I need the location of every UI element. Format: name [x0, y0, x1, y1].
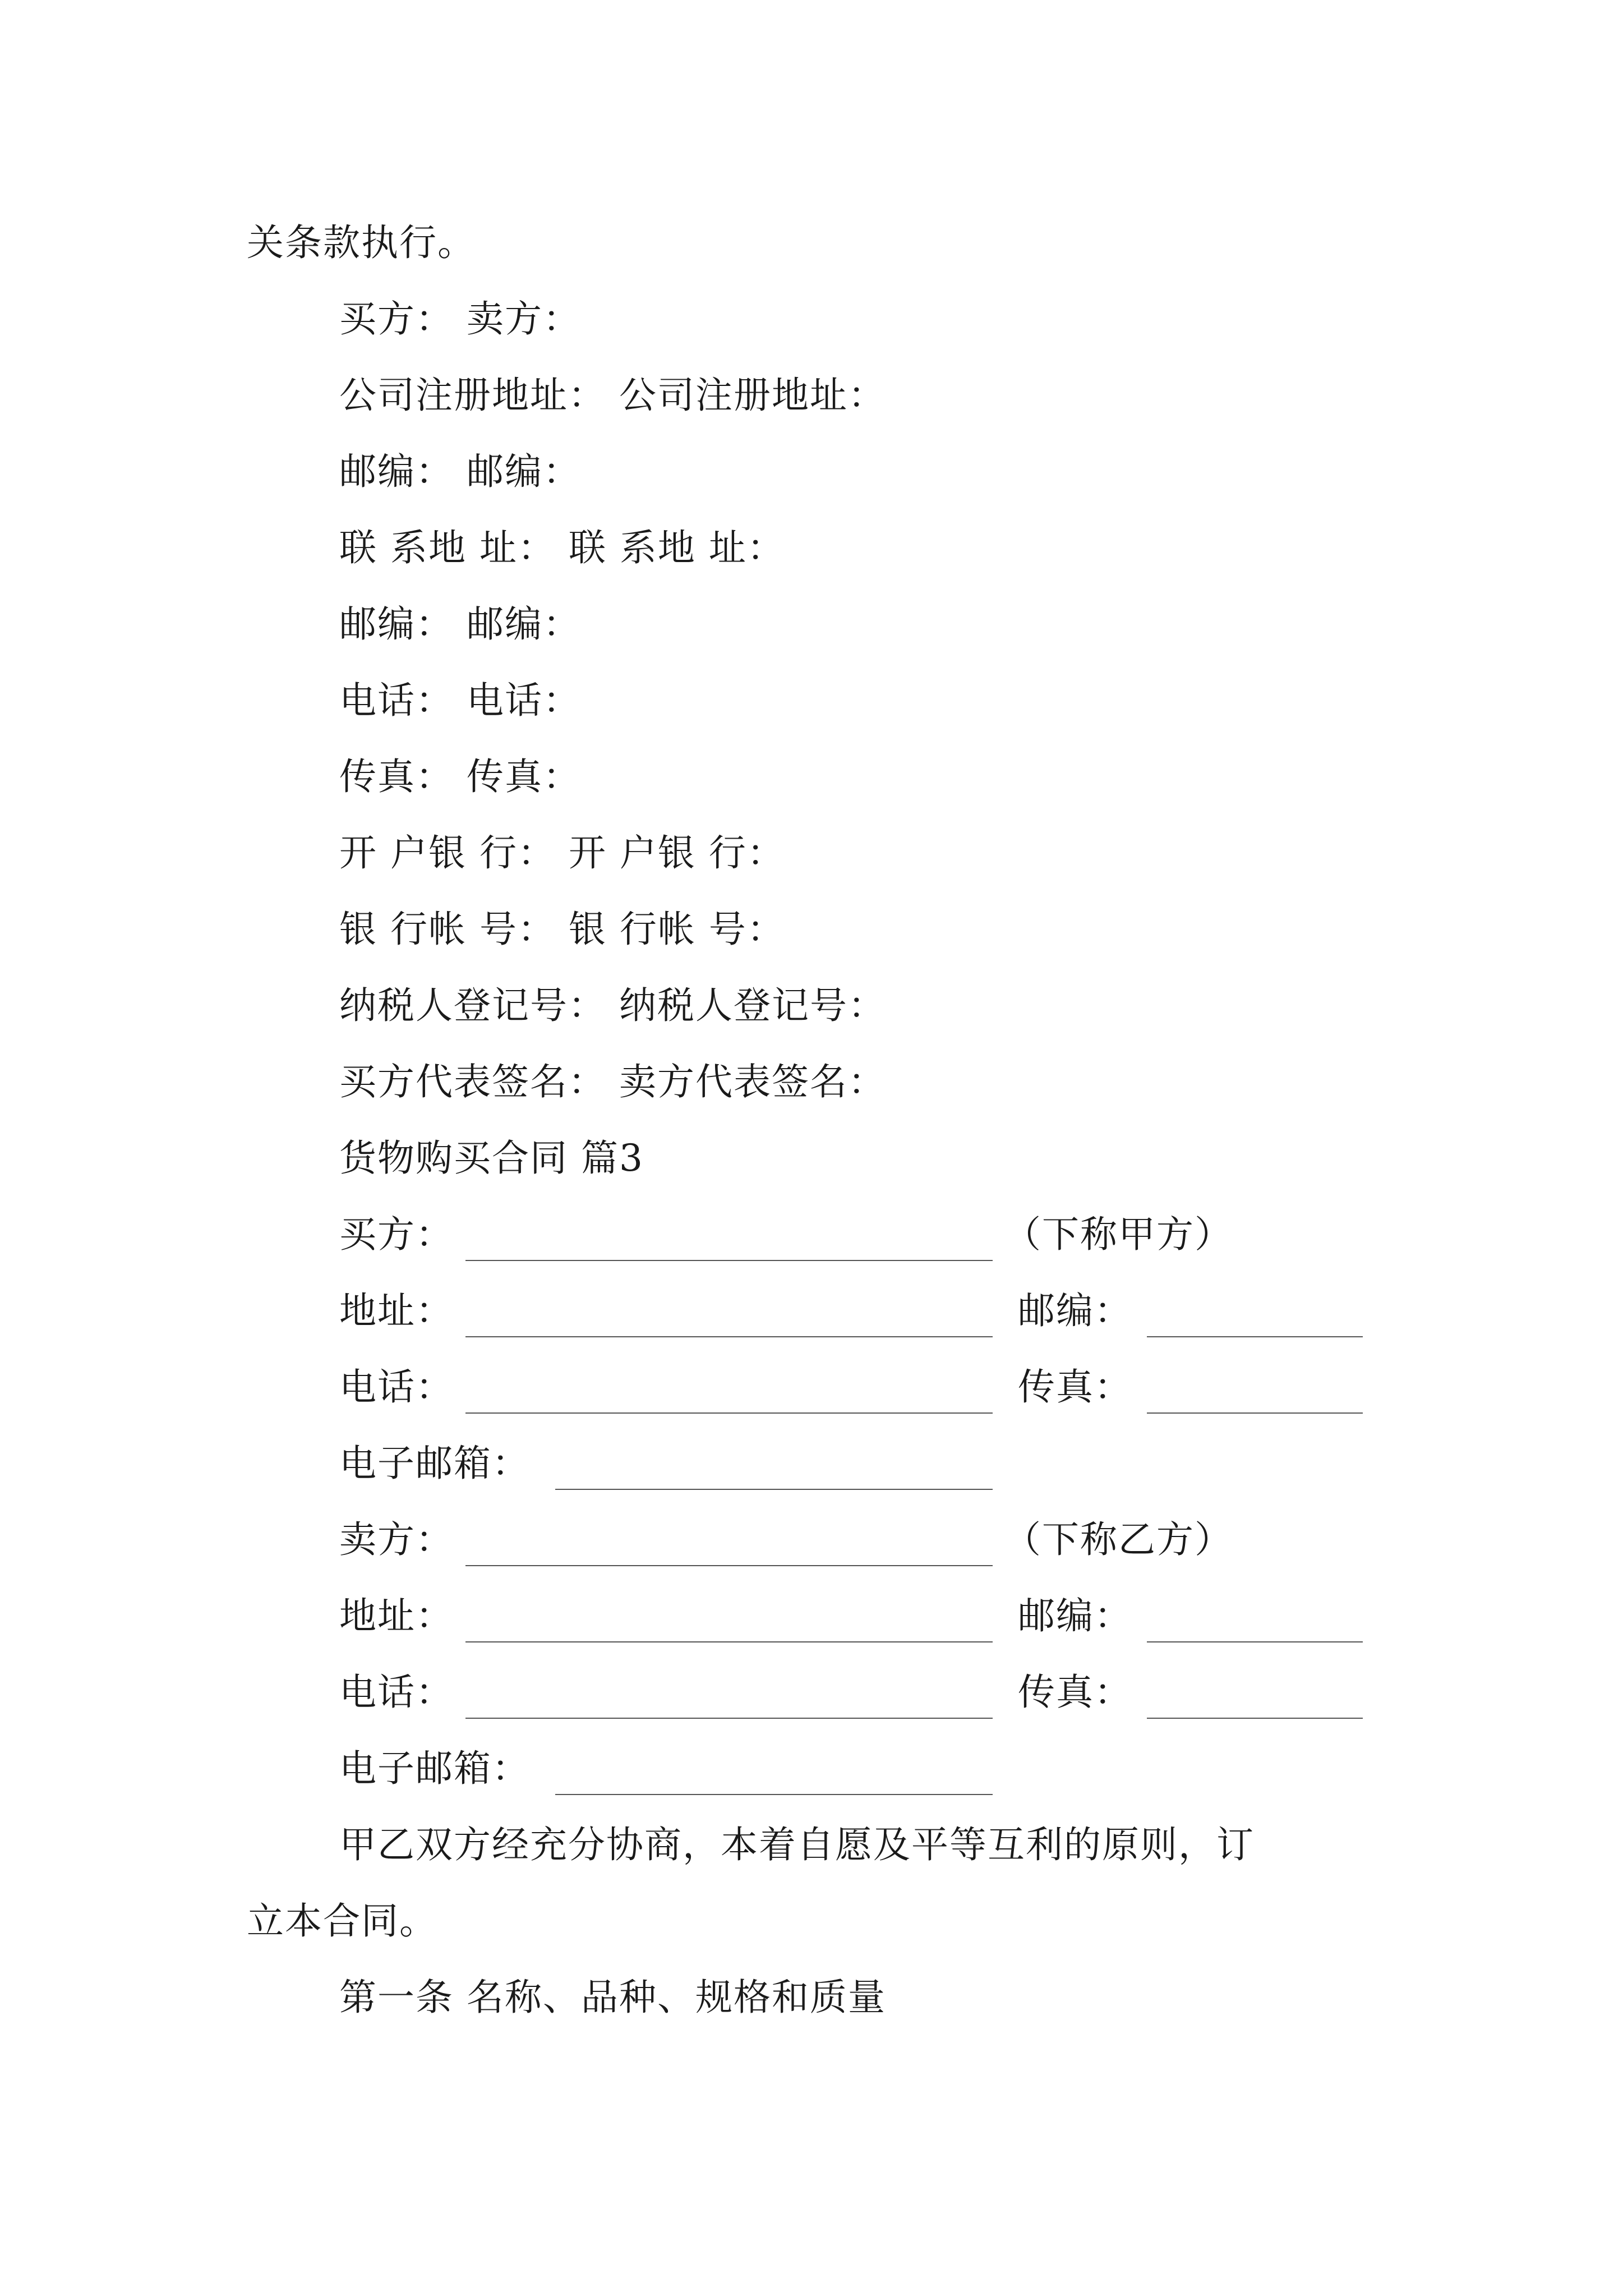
buyer-label: 买方： — [339, 1213, 454, 1256]
seller-postcode-blank[interactable] — [1147, 1641, 1363, 1642]
buyer-fax-blank[interactable] — [1147, 1412, 1363, 1414]
seller-email-label: 电子邮箱： — [339, 1747, 530, 1790]
seller-fax-label: 传真： — [1018, 1671, 1132, 1714]
buyer-email-label: 电子邮箱： — [339, 1442, 530, 1485]
seller-note: （下称乙方） — [1004, 1518, 1233, 1561]
taxpayer-id-line: 纳税人登记号： 纳税人登记号： — [339, 984, 886, 1027]
agreement-paragraph-line-1: 甲乙双方经充分协商，本着自愿及平等互利的原则，订 — [339, 1823, 1255, 1866]
agreement-paragraph-line-2: 立本合同。 — [247, 1899, 437, 1943]
seller-phone-blank[interactable] — [465, 1718, 993, 1719]
buyer-note: （下称甲方） — [1004, 1213, 1233, 1256]
bank-line: 开 户银 行： 开 户银 行： — [339, 831, 785, 875]
seller-phone-label: 电话： — [339, 1671, 454, 1714]
party-buyer-seller: 买方： 卖方： — [339, 297, 581, 341]
buyer-address-label: 地址： — [339, 1289, 454, 1332]
postcode-line-1: 邮编： 邮编： — [339, 450, 581, 493]
buyer-address-blank[interactable] — [465, 1336, 993, 1337]
company-address-line: 公司注册地址： 公司注册地址： — [339, 374, 886, 417]
contact-address-line: 联 系地 址： 联 系地 址： — [339, 526, 785, 569]
buyer-phone-blank[interactable] — [465, 1412, 993, 1414]
article-1-title: 第一条 名称、品种、规格和质量 — [339, 1976, 886, 2019]
seller-postcode-label: 邮编： — [1018, 1594, 1132, 1637]
seller-name-blank[interactable] — [465, 1565, 993, 1566]
buyer-postcode-blank[interactable] — [1147, 1336, 1363, 1337]
postcode-line-2: 邮编： 邮编： — [339, 602, 581, 646]
buyer-email-blank[interactable] — [555, 1489, 993, 1490]
continuation-text: 关条款执行。 — [247, 221, 476, 264]
seller-address-blank[interactable] — [465, 1641, 993, 1642]
bank-account-line: 银 行帐 号： 银 行帐 号： — [339, 908, 785, 951]
buyer-name-blank[interactable] — [465, 1260, 993, 1261]
representative-signature-line: 买方代表签名： 卖方代表签名： — [339, 1060, 886, 1103]
phone-line: 电话： 电话： — [339, 679, 581, 722]
buyer-fax-label: 传真： — [1018, 1365, 1132, 1409]
buyer-phone-label: 电话： — [339, 1365, 454, 1409]
seller-label: 卖方： — [339, 1518, 454, 1561]
seller-address-label: 地址： — [339, 1594, 454, 1637]
seller-fax-blank[interactable] — [1147, 1718, 1363, 1719]
seller-email-blank[interactable] — [555, 1794, 993, 1795]
buyer-postcode-label: 邮编： — [1018, 1289, 1132, 1332]
section-title: 货物购买合同 篇3 — [339, 1137, 644, 1180]
fax-line: 传真： 传真： — [339, 755, 581, 798]
